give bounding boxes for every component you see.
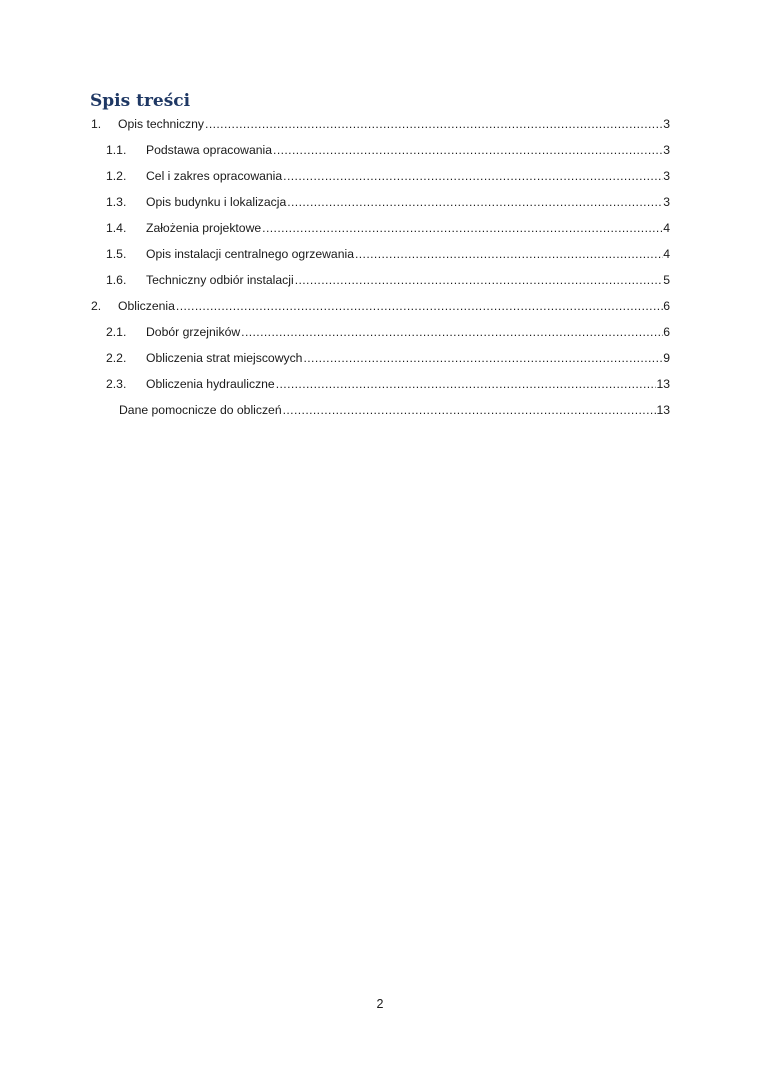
toc-entry-page: 3 [663,143,670,157]
toc-entry[interactable] [106,349,670,367]
toc-entry-page: 9 [663,351,670,365]
toc-entry-number: 2. [91,299,102,313]
toc-entry-number: 1.3. [106,195,127,209]
toc-entry-label: Techniczny odbiór instalacji [146,273,294,287]
toc-entry-number: 1.6. [106,273,127,287]
toc-entry-label: Opis instalacji centralnego ogrzewania [146,247,354,261]
toc-entry[interactable] [106,245,670,263]
toc-entry-page: 3 [663,117,670,131]
toc-entry-page: 6 [663,325,670,339]
toc-entry-number: 1.2. [106,169,127,183]
toc-entry-number: 2.2. [106,351,127,365]
toc-entry[interactable] [91,115,670,133]
toc-dot-leader [283,167,663,185]
toc-entry-label: Opis budynku i lokalizacja [146,195,287,209]
toc-entry[interactable] [106,193,670,211]
toc-entry-label: Obliczenia strat miejscowych [146,351,303,365]
toc-entry-label: Założenia projektowe [146,221,262,235]
page-number: 2 [376,997,384,1011]
toc-dot-leader [276,375,657,393]
toc-dot-leader [273,141,663,159]
toc-entry-label: Dane pomocnicze do obliczeń [119,403,282,417]
toc-entry-page: 3 [663,169,670,183]
toc-entry-label: Obliczenia hydrauliczne [146,377,275,391]
toc-dot-leader [355,245,663,263]
toc-entry[interactable] [106,375,670,393]
toc-entry-page: 3 [663,195,670,209]
toc-entry-label: Podstawa opracowania [146,143,273,157]
toc-entry[interactable] [106,167,670,185]
toc-entry[interactable] [106,323,670,341]
toc-entry-number: 1.4. [106,221,127,235]
toc-entry-number: 2.3. [106,377,127,391]
toc-dot-leader [295,271,664,289]
toc-entry-page: 4 [663,247,670,261]
toc-entry-number: 2.1. [106,325,127,339]
toc-entry-label: Dobór grzejników [146,325,241,339]
toc-dot-leader [205,115,663,133]
toc-entry[interactable] [119,401,670,419]
toc-dot-leader [303,349,663,367]
toc-entry[interactable] [106,219,670,237]
toc-dot-leader [176,297,663,315]
toc-entry-page: 5 [663,273,670,287]
toc-entry-number: 1.5. [106,247,127,261]
toc-entry-page: 13 [656,403,670,417]
toc-dot-leader [287,193,663,211]
toc-entry[interactable] [106,271,670,289]
toc-title: Spis treści [90,91,191,111]
toc-entry-label: Opis techniczny [118,117,205,131]
toc-entry[interactable] [106,141,670,159]
toc-entry[interactable] [91,297,670,315]
toc-dot-leader [262,219,663,237]
toc-dot-leader [283,401,657,419]
toc-entry-page: 13 [656,377,670,391]
toc-entry-number: 1. [91,117,102,131]
toc-entry-page: 4 [663,221,670,235]
toc-entry-label: Obliczenia [118,299,175,313]
toc-entry-page: 6 [663,299,670,313]
toc-entry-number: 1.1. [106,143,127,157]
toc-dot-leader [241,323,663,341]
toc-entry-label: Cel i zakres opracowania [146,169,283,183]
